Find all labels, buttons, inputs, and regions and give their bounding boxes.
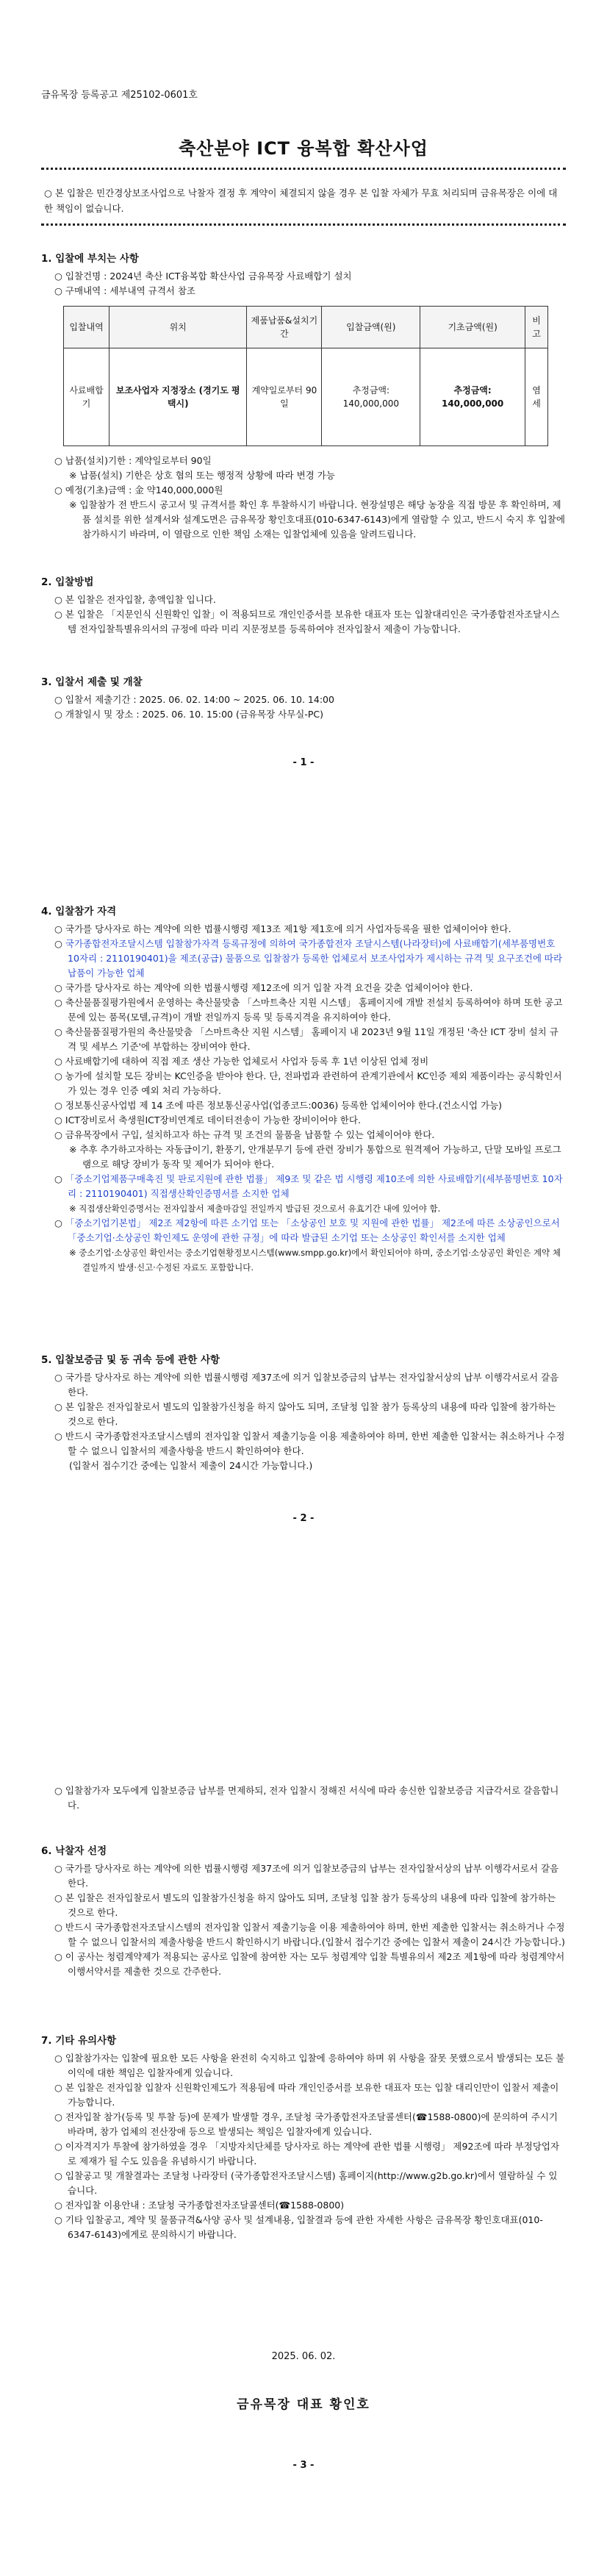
page-number: - 1 - — [292, 757, 315, 768]
table-header: 기초금액(원) — [420, 307, 525, 348]
section-6 — [41, 1844, 566, 1979]
note: ※ 입찰참가 전 반드시 공고서 및 규격서를 확인 후 투찰하시기 바랍니다. 현장설명은 해당 농장을 직접 방문 후 확인하며, 제품 설치를 위한 설계서와 설계도면은 금유목장 황인호대표(010-6347-6143)에게 열람할 수 있고, 반드시 숙지 후 입찰에 참가하시기 바라며, 이 열람으로 인한 책임 소재는 입찰업체에 있음을 알려드립니다. — [69, 499, 565, 540]
page-1 — [0, 0, 607, 859]
list-item: ○ 본 입찰은 「지문인식 신원확인 입찰」이 적용되므로 개인인증서를 보유한 대표자 또는 입찰대리인은 국가종합전자조달시스템 전자입찰특별유의서의 규정에 따라 미리 지문정보를 등록하여야 전자입찰서 제출이 가능합니다. — [54, 609, 560, 634]
section-3 — [41, 675, 566, 722]
list-item: ○ 정보통신공사업법 제 14 조에 따른 정보통신공사업(업종코드:0036) 등록한 업체이어야 한다.(건소시업 가능) — [54, 1100, 503, 1111]
table-cell: 추정금액: 140,000,000 — [420, 348, 525, 446]
divider — [41, 168, 566, 170]
list-item: ○ 국가를 당사자로 하는 계약에 의한 법률시행령 제37조에 의거 입찰보증금의 납부는 전자입찰서상의 납부 이행각서로서 갈음 한다. — [54, 1863, 559, 1889]
list-item: ○ 본 입찰은 전자입찰, 총액입찰 입니다. — [54, 594, 216, 605]
list-item: ○ 사료배합기에 대하여 직접 제조 생산 가능한 업체로서 사업자 등록 후 1년 이상된 업체 정비 — [54, 1056, 429, 1067]
list-item: ○ 「중소기업제품구매촉진 및 판로지원에 관한 법률」 제9조 및 같은 법 시행령 제10조에 의한 사료배합기(세부품명번호 10자리 : 2110190401) 직접생산확인증명서를 소지한 업체 — [54, 1173, 563, 1199]
table-header: 비고 — [525, 307, 548, 348]
table-cell: 추정금액: 140,000,000 — [322, 348, 420, 446]
list-item: ○ 입찰건명 : 2024년 축산 ICT융복합 확산사업 금유목장 사료배합기 설치 — [54, 271, 352, 282]
table-cell: 보조사업자 지정장소 (경기도 평택시) — [109, 348, 247, 446]
list-item: ○ 축산물품질평가원에서 운영하는 축산물맞춤 「스마트축산 지원 시스템」 홈페이지에 개발 전설치 등록하여야 하며 또한 공고문에 있는 품목(모델,규격)이 개발 전일까지 등록 및 등록지격을 유지하여야 한다. — [54, 997, 563, 1023]
page-number: - 2 - — [292, 1513, 315, 1524]
table-cell: 계약일로부터 90일 — [247, 348, 322, 446]
table-header: 위치 — [109, 307, 247, 348]
list-item: ○ 이 공사는 청렴계약제가 적용되는 공사로 입찰에 참여한 자는 모두 청렴계약 입찰 특별유의서 제2조 제1항에 따라 청렴계약서 이행서약서를 제출한 것으로 간주한다. — [54, 1951, 565, 1977]
page-3 — [0, 1717, 607, 2576]
list-item: ○ 입찰참가자는 입찰에 필요한 모든 사항을 완전히 숙지하고 입찰에 응하여야 하며 위 사항을 잘못 못했으로서 발생되는 모든 불이익에 대한 책임은 입찰자에게 있습니다. — [54, 2053, 565, 2078]
section-heading: 4. 입찰참가 자격 — [41, 906, 117, 917]
section-1 — [41, 251, 566, 542]
note: ※ 추후 추가하고자하는 자동급이기, 환풍기, 안개분무기 등에 관련 장비가 통합으로 원격제어 가능하고, 단말 모바일 프로그램으로 해당 장비가 동작 및 제어가 되어야 한다. — [69, 1144, 561, 1170]
list-item: ○ 기타 입찰공고, 계약 및 물품규격&사양 공사 및 설계내용, 입찰결과 등에 관한 자세한 사항은 금유목장 황인호대표(010-6347-6143)에게로 문의하시기 바랍니다. — [54, 2214, 543, 2240]
list-item: ○ 예정(기초)금액 : 金 약140,000,000원 — [54, 484, 223, 495]
list-item: ○ 국가종합전자조달시스템 입찰참가자격 등록규정에 의하여 국가종합전자 조달시스템(나라장터)에 사료배합기(세부품명번호 10자리 : 2110190401)을 제조(공급) 물품으로 입찰참가 등록한 업체로서 보조사업자가 제시하는 규격 및 요구조건에 따라 납품이 가능한 업체 — [54, 938, 563, 978]
list-item: ○ 「중소기업기본법」 제2조 제2항에 따른 소기업 또는 「소상공인 보호 및 지원에 관한 법률」 제2조에 따른 소상공인으로서 「중소기업·소상공인 확인제도 운영에 관한 규정」에 따라 발급된 소기업 또는 소상공인 확인서를 소지한 업체 — [54, 1217, 560, 1243]
note: ※ 중소기업·소상공인 확인서는 중소기업현황정보시스템(www.smpp.go.kr)에서 확인되어야 하며, 중소기업·소상공인 확인은 계약 체결일까지 발생·신고·수정된 자료도 포함합니다. — [69, 1248, 561, 1273]
section-7 — [41, 2033, 566, 2242]
list-item: ○ 전자입찰 이용안내 : 조달청 국가종합전자조달콜센터(☎1588-0800) — [54, 2200, 345, 2211]
section-heading: 3. 입찰서 제출 및 개찰 — [41, 676, 143, 688]
list-item: ○ 국가를 당사자로 하는 계약에 의한 법률시행령 제13조 제1항 제1호에 의거 사업자등록을 필한 업체이어야 한다. — [54, 923, 511, 934]
section-2 — [41, 575, 566, 637]
note: ※ 직접생산확인증명서는 전자입찰서 제출마감일 전일까지 발급된 것으로서 유효기간 내에 있어야 함. — [69, 1203, 441, 1214]
list-item: ○ 본 입찰은 전자입찰로서 별도의 입찰참가신청을 하지 않아도 되며, 조달청 입찰 참가 등록상의 내용에 따라 입찰에 참가하는 것으로 한다. — [54, 1892, 556, 1918]
list-item: ○ 국가를 당사자로 하는 계약에 의한 법률시행령 제12조에 의거 입찰 자격 요건을 갖춘 업체이어야 한다. — [54, 982, 473, 993]
list-item: ○ 반드시 국가종합전자조달시스템의 전자입찰 입찰서 제출기능을 이용 제출하여야 하며, 한번 제출한 입찰서는 취소하거나 수정할 수 없으니 입찰서의 제출사항을 반드시 확인하시기 바랍니다.(입찰서 접수기간 중에는 입찰서 제출이 24시간 가능합니다.) — [54, 1922, 565, 1947]
list-item: ○ 본 입찰은 전자입찰로서 별도의 입찰참가신청을 하지 않아도 되며, 조달청 입찰 참가 등록상의 내용에 따라 입찰에 참가하는 것으로 한다. — [54, 1401, 556, 1427]
list-item: ○ 축산물품질평가원의 축산물맞춤 「스마트축산 지원 시스템」 홈페이지 내 2023년 9월 11일 개정된 '축산 ICT 장비 설치 규격 및 세부스 기준'에 부합하는 장비여야 한다. — [54, 1026, 558, 1052]
signature: 금유목장 대표 황인호 — [237, 2397, 370, 2412]
section-heading: 7. 기타 유의사항 — [41, 2035, 117, 2047]
note: (입찰서 접수기간 중에는 입찰서 제출이 24시간 가능합니다.) — [69, 1460, 313, 1471]
divider — [41, 223, 566, 226]
list-item: ○ 이자격지가 투찰에 참가하였을 경우 「지방자치단체를 당사자로 하는 계약에 관한 법률 시행령」 제92조에 따라 부정당업자로 제재가 될 수도 있음을 유념하시기 바랍니다. — [54, 2141, 560, 2167]
list-item: ○ 납품(설치)기한 : 계약일로부터 90일 — [54, 455, 212, 466]
table-header: 입찰내역 — [64, 307, 109, 348]
list-item: ○ 구매내역 : 세부내역 규격서 참조 — [54, 285, 195, 296]
section-5 — [41, 1353, 566, 1473]
doc-number: 금유목장 등록공고 제25102-0601호 — [41, 90, 198, 101]
list-item: ○ 입찰서 제출기간 : 2025. 06. 02. 14:00 ~ 2025. 06. 10. 14:00 — [54, 694, 334, 705]
list-item: ○ 농가에 설치할 모든 장비는 KC인증을 받아야 한다. 단, 전파법과 관련하여 관계기관에서 KC인증 제외 제품이라는 공식확인서가 있는 경우 인증 예외 처리 가능하다. — [54, 1070, 562, 1096]
issue-date: 2025. 06. 02. — [271, 2351, 336, 2362]
page-title: 축산분야 ICT 융복합 확산사업 — [178, 138, 428, 159]
notice: ○ 본 입찰은 민간경상보조사업으로 낙찰자 결정 후 계약이 체결되지 않을 경우 본 입찰 자체가 무효 처리되며 금유목장은 이에 대한 책임이 없습니다. — [44, 187, 558, 214]
table-header: 입찰금액(원) — [322, 307, 420, 348]
section-heading: 6. 낙찰자 선정 — [41, 1845, 107, 1857]
table-header-row — [64, 307, 548, 348]
section-4 — [41, 904, 566, 1275]
table-cell: 염세 — [525, 348, 548, 446]
notice-text: 본 입찰은 민간경상보조사업으로 낙찰자 결정 후 계약이 체결되지 않을 경우 본 입찰 자체가 무효 처리되며 금유목장은 이에 대한 책임이 없습니다. — [44, 187, 558, 214]
list-item: ○ 입찰공고 및 개찰결과는 조달청 나라장터 (국가종합전자조달시스템) 홈페이지(http://www.g2b.go.kr)에서 열람하실 수 있습니다. — [54, 2170, 558, 2196]
table-row — [64, 348, 548, 446]
page-number: - 3 - — [292, 2460, 315, 2471]
table-cell: 사료배합기 — [64, 348, 109, 446]
section-heading: 5. 입찰보증금 및 동 귀속 등에 관한 사항 — [41, 1354, 220, 1366]
list-item: ○ 금유목장에서 구입, 설치하고자 하는 규격 및 조건의 물품을 납품할 수 있는 업체이어야 한다. — [54, 1129, 435, 1140]
list-item: ○ 전자입찰 참가(등록 및 투찰 등)에 문제가 발생할 경우, 조달청 국가종합전자조달콜센터(☎1588-0800)에 문의하여 주시기 바라며, 참가 업체의 전산장애 등으로 발생되는 책임은 입찰자에게 있습니다. — [54, 2111, 558, 2137]
list-item: ○ 반드시 국가종합전자조달시스템의 전자입찰 입찰서 제출기능을 이용 제출하여야 하며, 한번 제출한 입찰서는 취소하거나 수정할 수 없으니 입찰서의 제출사항을 반드시 확인하여야 한다. — [54, 1431, 565, 1456]
section-heading: 1. 입찰에 부치는 사항 — [41, 253, 139, 265]
table-header: 제품납품&설치기간 — [247, 307, 322, 348]
section-heading: 2. 입찰방법 — [41, 576, 94, 588]
page-2 — [0, 859, 607, 1717]
list-item: ○ 국가를 당사자로 하는 계약에 의한 법률시행령 제37조에 의거 입찰보증금의 납부는 전자입찰서상의 납부 이행각서로서 갈음 한다. — [54, 1372, 559, 1398]
note: ※ 납품(설치) 기한은 상호 협의 또는 행정적 상황에 따라 변경 가능 — [69, 470, 335, 481]
list-item: ○ ICT장비로서 축생원ICT장비연계로 데이터전송이 가능한 장비이어야 한다. — [54, 1115, 361, 1126]
section-5-cont — [41, 1783, 566, 1813]
spec-table — [63, 306, 548, 446]
list-item: ○ 본 입찰은 전자입찰 입찰자 신원확인제도가 적용됨에 따라 개인인증서를 보유한 대표자 또는 입찰 대리인만이 입찰서 제출이 가능합니다. — [54, 2082, 559, 2108]
list-item: ○ 입찰참가자 모두에게 입찰보증금 납부를 면제하되, 전자 입찰시 정해진 서식에 따라 송신한 입찰보증금 지급각서로 갈음합니다. — [54, 1785, 559, 1811]
list-item: ○ 개찰일시 및 장소 : 2025. 06. 10. 15:00 (금유목장 사무실-PC) — [54, 709, 324, 720]
